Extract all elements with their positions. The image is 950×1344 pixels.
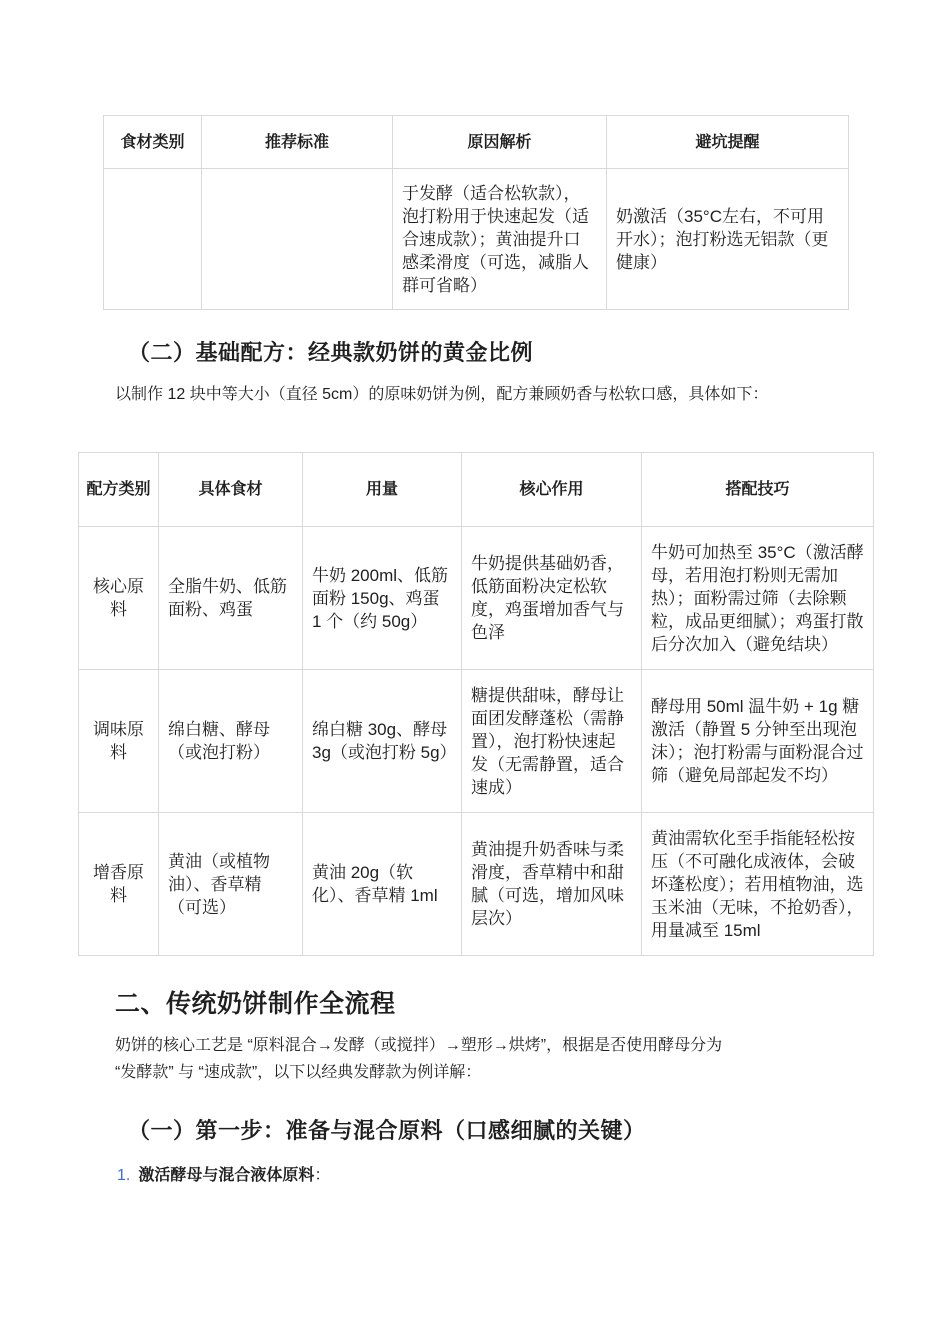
table-cell-standard xyxy=(202,169,393,310)
table-header-row xyxy=(79,453,874,527)
list-item-suffix: ： xyxy=(314,1167,331,1184)
table-header-cell: 推荐标准 xyxy=(202,116,393,169)
list-item-number: 1. xyxy=(117,1167,131,1184)
table-row xyxy=(79,670,874,813)
table-header-row xyxy=(104,116,849,169)
table-header-cell: 核心作用 xyxy=(462,453,642,527)
table-cell-tips: 酵母用 50ml 温牛奶 + 1g 糖激活（静置 5 分钟至出现泡沫）；泡打粉需与面粉混合过筛（避免局部起发不均） xyxy=(642,670,874,813)
table-cell-tips: 黄油需软化至手指能轻松按压（不可融化成液体，会破坏蓬松度）；若用植物油，选玉米油（无味，不抢奶香），用量减至 15ml xyxy=(642,813,874,956)
table-cell-amount: 绵白糖 30g、酵母 3g（或泡打粉 5g） xyxy=(303,670,462,813)
formula-table xyxy=(78,452,874,956)
table-header-cell: 配方类别 xyxy=(79,453,159,527)
table-header-cell: 具体食材 xyxy=(159,453,303,527)
table-cell-ingredients: 全脂牛奶、低筋面粉、鸡蛋 xyxy=(159,527,303,670)
section-heading-formula: （二）基础配方：经典款奶饼的黄金比例 xyxy=(128,340,534,365)
table-cell-reason: 于发酵（适合松软款），泡打粉用于快速起发（适合速成款）；黄油提升口感柔滑度（可选，减脂人群可省略） xyxy=(393,169,607,310)
process-intro-line1: 奶饼的核心工艺是 “原料混合→发酵（或搅拌）→塑形→烘烤”，根据是否使用酵母分为 xyxy=(115,1037,723,1054)
table-cell-category: 核心原料 xyxy=(79,527,159,670)
table-header-cell: 用量 xyxy=(303,453,462,527)
list-item-title: 激活酵母与混合液体原料 xyxy=(138,1167,315,1184)
table-cell-role: 糖提供甜味，酵母让面团发酵蓬松（需静置），泡打粉快速起发（无需静置，适合速成） xyxy=(462,670,642,813)
table-header-cell: 搭配技巧 xyxy=(642,453,874,527)
table-header-cell: 食材类别 xyxy=(104,116,202,169)
table-cell-category xyxy=(104,169,202,310)
table-header-cell: 避坑提醒 xyxy=(607,116,849,169)
ingredient-standards-table xyxy=(103,115,849,310)
process-intro-line2: “发酵款” 与 “速成款”，以下以经典发酵款为例详解： xyxy=(115,1064,482,1081)
table-cell-ingredients: 黄油（或植物油）、香草精（可选） xyxy=(159,813,303,956)
table-cell-amount: 黄油 20g（软化）、香草精 1ml xyxy=(303,813,462,956)
table-cell-amount: 牛奶 200ml、低筋面粉 150g、鸡蛋 1 个（约 50g） xyxy=(303,527,462,670)
table-row xyxy=(79,813,874,956)
table-cell-category: 增香原料 xyxy=(79,813,159,956)
section-heading-process: 二、传统奶饼制作全流程 xyxy=(115,990,396,1018)
table-header-cell: 原因解析 xyxy=(393,116,607,169)
table-cell-tips: 牛奶可加热至 35°C（激活酵母，若用泡打粉则无需加热）；面粉需过筛（去除颗粒，成品更细腻）；鸡蛋打散后分次加入（避免结块） xyxy=(642,527,874,670)
section-heading-step1: （一）第一步：准备与混合原料（口感细腻的关键） xyxy=(128,1118,646,1143)
table-row xyxy=(79,527,874,670)
table-cell-category: 调味原料 xyxy=(79,670,159,813)
table-cell-ingredients: 绵白糖、酵母（或泡打粉） xyxy=(159,670,303,813)
list-item xyxy=(117,1162,330,1185)
formula-intro-text: 以制作 12 块中等大小（直径 5cm）的原味奶饼为例，配方兼顾奶香与松软口感，具体如下： xyxy=(115,386,769,403)
table-cell-role: 黄油提升奶香味与柔滑度，香草精中和甜腻（可选，增加风味层次） xyxy=(462,813,642,956)
table-cell-role: 牛奶提供基础奶香，低筋面粉决定松软度，鸡蛋增加香气与色泽 xyxy=(462,527,642,670)
table-cell-tip: 奶激活（35°C左右，不可用开水）；泡打粉选无铝款（更健康） xyxy=(607,169,849,310)
table-row xyxy=(104,169,849,310)
